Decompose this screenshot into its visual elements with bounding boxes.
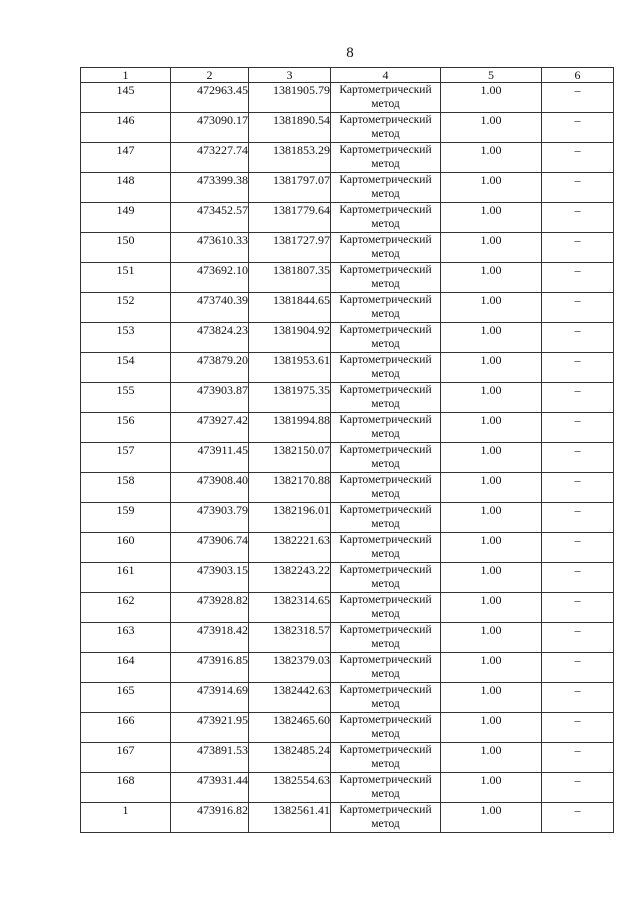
x-coordinate-cell: 472963.45: [171, 83, 249, 113]
point-number-cell: 161: [81, 563, 171, 593]
method-line-2: метод: [371, 458, 400, 470]
point-number-cell: 149: [81, 203, 171, 233]
method-line-2: метод: [371, 548, 400, 560]
point-number-cell: 145: [81, 83, 171, 113]
method-line-1: Картометрический: [339, 804, 432, 816]
y-coordinate-cell: 1382561.41: [249, 803, 331, 833]
point-number-cell: 167: [81, 743, 171, 773]
method-line-2: метод: [371, 398, 400, 410]
column-header-1: 1: [81, 68, 171, 83]
y-coordinate-cell: 1382314.65: [249, 593, 331, 623]
table-row: [81, 803, 614, 833]
point-number-cell: 146: [81, 113, 171, 143]
accuracy-cell: 1.00: [441, 713, 542, 743]
point-number-cell: 156: [81, 413, 171, 443]
accuracy-cell: 1.00: [441, 593, 542, 623]
point-number-cell: 165: [81, 683, 171, 713]
table-row: [81, 383, 614, 413]
method-cell: [331, 383, 441, 413]
description-cell: –: [542, 173, 614, 203]
description-cell: –: [542, 443, 614, 473]
column-header-2: 2: [171, 68, 249, 83]
y-coordinate-cell: 1381905.79: [249, 83, 331, 113]
table-row: [81, 743, 614, 773]
accuracy-cell: 1.00: [441, 293, 542, 323]
point-number-cell: 160: [81, 533, 171, 563]
table-row: [81, 143, 614, 173]
x-coordinate-cell: 473891.53: [171, 743, 249, 773]
y-coordinate-cell: 1382485.24: [249, 743, 331, 773]
method-line-2: метод: [371, 788, 400, 800]
method-line-2: метод: [371, 428, 400, 440]
table-row: [81, 683, 614, 713]
point-number-cell: 147: [81, 143, 171, 173]
method-line-2: метод: [371, 578, 400, 590]
x-coordinate-cell: 473090.17: [171, 113, 249, 143]
accuracy-cell: 1.00: [441, 653, 542, 683]
x-coordinate-cell: 473928.82: [171, 593, 249, 623]
description-cell: –: [542, 653, 614, 683]
x-coordinate-cell: 473903.87: [171, 383, 249, 413]
table-row: [81, 443, 614, 473]
table-row: [81, 563, 614, 593]
accuracy-cell: 1.00: [441, 353, 542, 383]
method-line-1: Картометрический: [339, 654, 432, 666]
y-coordinate-cell: 1381853.29: [249, 143, 331, 173]
method-line-1: Картометрический: [339, 714, 432, 726]
description-cell: –: [542, 503, 614, 533]
column-header-3: 3: [249, 68, 331, 83]
method-line-1: Картометрический: [339, 744, 432, 756]
y-coordinate-cell: 1382196.01: [249, 503, 331, 533]
method-cell: [331, 233, 441, 263]
y-coordinate-cell: 1381727.97: [249, 233, 331, 263]
method-line-2: метод: [371, 188, 400, 200]
point-number-cell: 152: [81, 293, 171, 323]
point-number-cell: 155: [81, 383, 171, 413]
method-cell: [331, 803, 441, 833]
y-coordinate-cell: 1381953.61: [249, 353, 331, 383]
method-line-2: метод: [371, 668, 400, 680]
method-line-1: Картометрический: [339, 474, 432, 486]
point-number-cell: 164: [81, 653, 171, 683]
method-cell: [331, 413, 441, 443]
x-coordinate-cell: 473931.44: [171, 773, 249, 803]
accuracy-cell: 1.00: [441, 203, 542, 233]
method-line-2: метод: [371, 338, 400, 350]
y-coordinate-cell: 1381779.64: [249, 203, 331, 233]
x-coordinate-cell: 473927.42: [171, 413, 249, 443]
description-cell: –: [542, 533, 614, 563]
method-cell: [331, 743, 441, 773]
y-coordinate-cell: 1381975.35: [249, 383, 331, 413]
method-cell: [331, 713, 441, 743]
method-cell: [331, 203, 441, 233]
method-line-1: Картометрический: [339, 414, 432, 426]
accuracy-cell: 1.00: [441, 683, 542, 713]
x-coordinate-cell: 473914.69: [171, 683, 249, 713]
description-cell: –: [542, 593, 614, 623]
accuracy-cell: 1.00: [441, 443, 542, 473]
method-line-2: метод: [371, 248, 400, 260]
point-number-cell: 1: [81, 803, 171, 833]
accuracy-cell: 1.00: [441, 113, 542, 143]
method-line-1: Картометрический: [339, 324, 432, 336]
method-cell: [331, 653, 441, 683]
description-cell: –: [542, 743, 614, 773]
description-cell: –: [542, 623, 614, 653]
method-cell: [331, 473, 441, 503]
y-coordinate-cell: 1381904.92: [249, 323, 331, 353]
y-coordinate-cell: 1382379.03: [249, 653, 331, 683]
y-coordinate-cell: 1381890.54: [249, 113, 331, 143]
x-coordinate-cell: 473911.45: [171, 443, 249, 473]
accuracy-cell: 1.00: [441, 803, 542, 833]
table-header-row: [81, 68, 614, 83]
method-line-1: Картометрический: [339, 114, 432, 126]
x-coordinate-cell: 473903.15: [171, 563, 249, 593]
table-row: [81, 503, 614, 533]
table-row: [81, 323, 614, 353]
table-row: [81, 623, 614, 653]
y-coordinate-cell: 1382221.63: [249, 533, 331, 563]
accuracy-cell: 1.00: [441, 173, 542, 203]
description-cell: –: [542, 473, 614, 503]
method-line-1: Картометрический: [339, 684, 432, 696]
point-number-cell: 148: [81, 173, 171, 203]
method-cell: [331, 353, 441, 383]
accuracy-cell: 1.00: [441, 233, 542, 263]
method-line-1: Картометрический: [339, 174, 432, 186]
method-line-2: метод: [371, 368, 400, 380]
point-number-cell: 168: [81, 773, 171, 803]
description-cell: –: [542, 803, 614, 833]
point-number-cell: 151: [81, 263, 171, 293]
accuracy-cell: 1.00: [441, 83, 542, 113]
method-line-2: метод: [371, 518, 400, 530]
x-coordinate-cell: 473918.42: [171, 623, 249, 653]
point-number-cell: 166: [81, 713, 171, 743]
table-row: [81, 83, 614, 113]
x-coordinate-cell: 473916.85: [171, 653, 249, 683]
method-line-2: метод: [371, 608, 400, 620]
x-coordinate-cell: 473908.40: [171, 473, 249, 503]
method-line-2: метод: [371, 278, 400, 290]
method-cell: [331, 503, 441, 533]
x-coordinate-cell: 473921.95: [171, 713, 249, 743]
accuracy-cell: 1.00: [441, 533, 542, 563]
table-row: [81, 203, 614, 233]
method-line-1: Картометрический: [339, 354, 432, 366]
table-row: [81, 263, 614, 293]
table-row: [81, 353, 614, 383]
method-cell: [331, 683, 441, 713]
method-cell: [331, 83, 441, 113]
description-cell: –: [542, 233, 614, 263]
description-cell: –: [542, 143, 614, 173]
method-cell: [331, 533, 441, 563]
point-number-cell: 150: [81, 233, 171, 263]
table-row: [81, 413, 614, 443]
method-line-2: метод: [371, 818, 400, 830]
description-cell: –: [542, 113, 614, 143]
method-cell: [331, 623, 441, 653]
method-line-2: метод: [371, 698, 400, 710]
point-number-cell: 157: [81, 443, 171, 473]
method-line-1: Картометрический: [339, 84, 432, 96]
method-line-1: Картометрический: [339, 294, 432, 306]
point-number-cell: 153: [81, 323, 171, 353]
method-line-1: Картометрический: [339, 264, 432, 276]
method-cell: [331, 593, 441, 623]
x-coordinate-cell: 473452.57: [171, 203, 249, 233]
method-line-2: метод: [371, 158, 400, 170]
method-line-2: метод: [371, 308, 400, 320]
x-coordinate-cell: 473227.74: [171, 143, 249, 173]
method-line-1: Картометрический: [339, 144, 432, 156]
x-coordinate-cell: 473824.23: [171, 323, 249, 353]
method-line-1: Картометрический: [339, 594, 432, 606]
method-cell: [331, 443, 441, 473]
method-cell: [331, 773, 441, 803]
method-line-2: метод: [371, 728, 400, 740]
accuracy-cell: 1.00: [441, 623, 542, 653]
table-row: [81, 473, 614, 503]
method-line-1: Картометрический: [339, 504, 432, 516]
y-coordinate-cell: 1382170.88: [249, 473, 331, 503]
method-cell: [331, 113, 441, 143]
y-coordinate-cell: 1382442.63: [249, 683, 331, 713]
table-body: [81, 83, 614, 833]
y-coordinate-cell: 1382243.22: [249, 563, 331, 593]
column-header-4: 4: [331, 68, 441, 83]
method-line-2: метод: [371, 218, 400, 230]
method-cell: [331, 293, 441, 323]
method-cell: [331, 263, 441, 293]
coordinates-table: [80, 67, 614, 833]
point-number-cell: 158: [81, 473, 171, 503]
accuracy-cell: 1.00: [441, 773, 542, 803]
accuracy-cell: 1.00: [441, 263, 542, 293]
table-row: [81, 713, 614, 743]
table-row: [81, 653, 614, 683]
table-row: [81, 293, 614, 323]
table-row: [81, 533, 614, 563]
y-coordinate-cell: 1381844.65: [249, 293, 331, 323]
point-number-cell: 154: [81, 353, 171, 383]
accuracy-cell: 1.00: [441, 383, 542, 413]
accuracy-cell: 1.00: [441, 743, 542, 773]
accuracy-cell: 1.00: [441, 563, 542, 593]
method-line-2: метод: [371, 98, 400, 110]
x-coordinate-cell: 473879.20: [171, 353, 249, 383]
method-cell: [331, 323, 441, 353]
description-cell: –: [542, 713, 614, 743]
y-coordinate-cell: 1382554.63: [249, 773, 331, 803]
method-line-1: Картометрический: [339, 534, 432, 546]
description-cell: –: [542, 323, 614, 353]
method-line-1: Картометрический: [339, 624, 432, 636]
y-coordinate-cell: 1381807.35: [249, 263, 331, 293]
table-row: [81, 233, 614, 263]
table-row: [81, 773, 614, 803]
method-line-2: метод: [371, 758, 400, 770]
column-header-5: 5: [441, 68, 542, 83]
description-cell: –: [542, 773, 614, 803]
x-coordinate-cell: 473903.79: [171, 503, 249, 533]
table-row: [81, 113, 614, 143]
method-line-1: Картометрический: [339, 444, 432, 456]
point-number-cell: 163: [81, 623, 171, 653]
table-row: [81, 593, 614, 623]
accuracy-cell: 1.00: [441, 413, 542, 443]
method-line-1: Картометрический: [339, 384, 432, 396]
description-cell: –: [542, 683, 614, 713]
y-coordinate-cell: 1382150.07: [249, 443, 331, 473]
description-cell: –: [542, 83, 614, 113]
description-cell: –: [542, 293, 614, 323]
method-cell: [331, 563, 441, 593]
column-header-6: 6: [542, 68, 614, 83]
description-cell: –: [542, 263, 614, 293]
method-cell: [331, 143, 441, 173]
accuracy-cell: 1.00: [441, 143, 542, 173]
accuracy-cell: 1.00: [441, 473, 542, 503]
accuracy-cell: 1.00: [441, 503, 542, 533]
y-coordinate-cell: 1381797.07: [249, 173, 331, 203]
method-line-1: Картометрический: [339, 774, 432, 786]
description-cell: –: [542, 353, 614, 383]
x-coordinate-cell: 473916.82: [171, 803, 249, 833]
page-number: 8: [346, 45, 354, 61]
method-line-2: метод: [371, 488, 400, 500]
method-line-1: Картометрический: [339, 204, 432, 216]
x-coordinate-cell: 473692.10: [171, 263, 249, 293]
accuracy-cell: 1.00: [441, 323, 542, 353]
description-cell: –: [542, 413, 614, 443]
method-line-2: метод: [371, 128, 400, 140]
table-row: [81, 173, 614, 203]
method-line-2: метод: [371, 638, 400, 650]
description-cell: –: [542, 563, 614, 593]
method-line-1: Картометрический: [339, 564, 432, 576]
point-number-cell: 162: [81, 593, 171, 623]
method-cell: [331, 173, 441, 203]
x-coordinate-cell: 473906.74: [171, 533, 249, 563]
description-cell: –: [542, 203, 614, 233]
method-line-1: Картометрический: [339, 234, 432, 246]
x-coordinate-cell: 473610.33: [171, 233, 249, 263]
description-cell: –: [542, 383, 614, 413]
y-coordinate-cell: 1382465.60: [249, 713, 331, 743]
x-coordinate-cell: 473740.39: [171, 293, 249, 323]
y-coordinate-cell: 1382318.57: [249, 623, 331, 653]
x-coordinate-cell: 473399.38: [171, 173, 249, 203]
point-number-cell: 159: [81, 503, 171, 533]
y-coordinate-cell: 1381994.88: [249, 413, 331, 443]
